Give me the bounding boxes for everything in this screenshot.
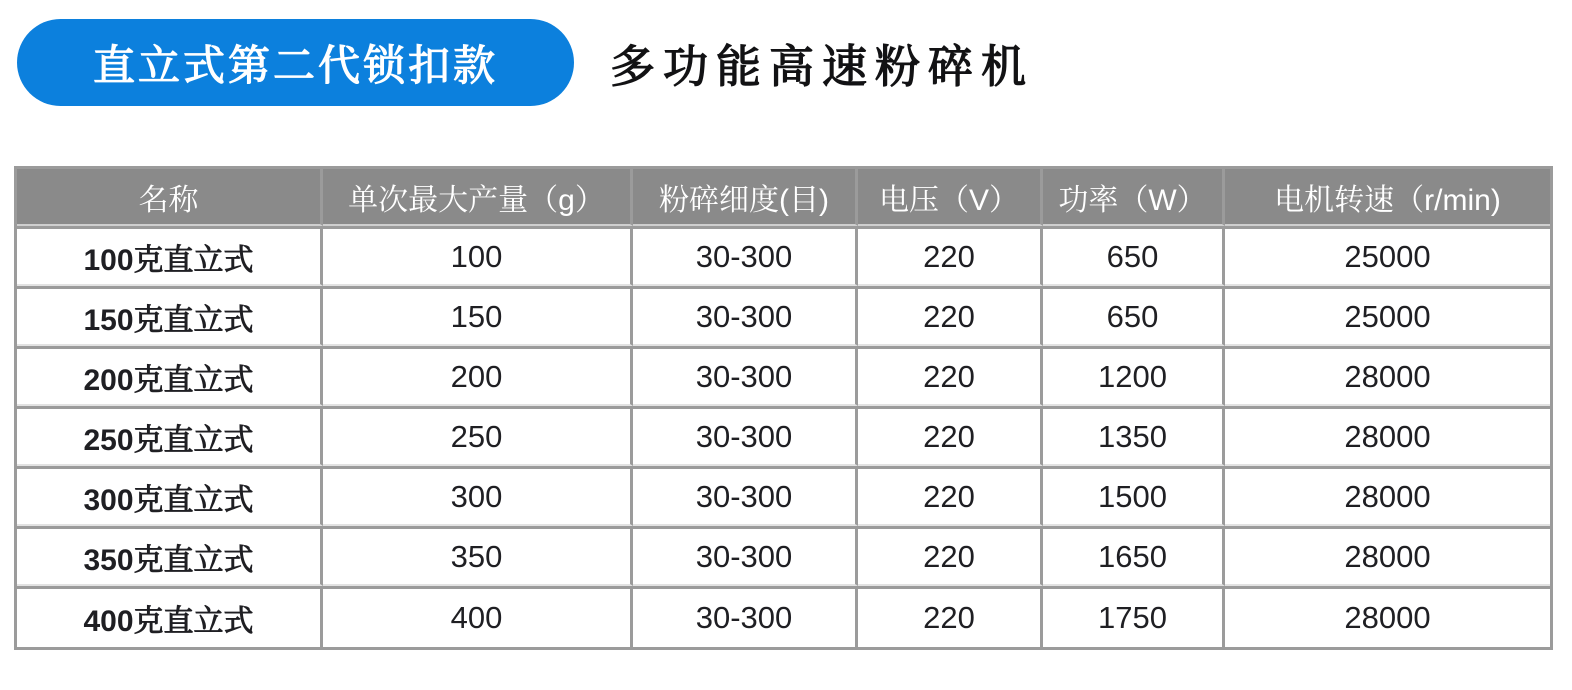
spec-value-cell: 30-300 (633, 346, 858, 406)
spec-value-cell: 400 (323, 586, 633, 647)
spec-value-cell: 650 (1043, 286, 1225, 346)
model-name-cell: 250克直立式 (17, 406, 323, 466)
column-header: 电机转速（r/min) (1225, 169, 1550, 226)
spec-value-cell: 1650 (1043, 526, 1225, 586)
spec-value-cell: 150 (323, 286, 633, 346)
spec-value-cell: 220 (858, 406, 1043, 466)
spec-value-cell: 650 (1043, 226, 1225, 286)
model-name-cell: 200克直立式 (17, 346, 323, 406)
model-name-cell: 100克直立式 (17, 226, 323, 286)
spec-value-cell: 1500 (1043, 466, 1225, 526)
spec-table-header-row (17, 169, 1550, 226)
spec-value-cell: 1350 (1043, 406, 1225, 466)
model-name-cell: 300克直立式 (17, 466, 323, 526)
model-name-cell: 400克直立式 (17, 586, 323, 647)
spec-value-cell: 1750 (1043, 586, 1225, 647)
model-name-cell: 350克直立式 (17, 526, 323, 586)
spec-value-cell: 28000 (1225, 406, 1550, 466)
table-row (17, 466, 1550, 526)
spec-value-cell: 300 (323, 466, 633, 526)
column-header: 电压（V） (858, 169, 1043, 226)
spec-table-body (17, 226, 1550, 647)
spec-value-cell: 30-300 (633, 286, 858, 346)
table-row (17, 526, 1550, 586)
spec-value-cell: 28000 (1225, 526, 1550, 586)
table-row (17, 286, 1550, 346)
spec-value-cell: 220 (858, 286, 1043, 346)
spec-value-cell: 28000 (1225, 586, 1550, 647)
spec-value-cell: 28000 (1225, 346, 1550, 406)
table-row (17, 406, 1550, 466)
spec-table (14, 166, 1553, 650)
column-header: 功率（W） (1043, 169, 1225, 226)
table-row (17, 226, 1550, 286)
table-row (17, 586, 1550, 647)
spec-value-cell: 220 (858, 466, 1043, 526)
spec-value-cell: 350 (323, 526, 633, 586)
spec-value-cell: 220 (858, 586, 1043, 647)
spec-value-cell: 30-300 (633, 226, 858, 286)
spec-value-cell: 30-300 (633, 466, 858, 526)
model-name-cell: 150克直立式 (17, 286, 323, 346)
spec-value-cell: 28000 (1225, 466, 1550, 526)
spec-value-cell: 250 (323, 406, 633, 466)
spec-value-cell: 25000 (1225, 286, 1550, 346)
spec-value-cell: 200 (323, 346, 633, 406)
spec-value-cell: 220 (858, 526, 1043, 586)
variant-badge: 直立式第二代锁扣款 (17, 19, 574, 106)
page-title: 多功能高速粉碎机 (610, 41, 1035, 92)
spec-value-cell: 100 (323, 226, 633, 286)
spec-value-cell: 1200 (1043, 346, 1225, 406)
column-header: 粉碎细度(目) (633, 169, 858, 226)
page-header (17, 19, 1552, 106)
column-header: 单次最大产量（g） (323, 169, 633, 226)
column-header: 名称 (17, 169, 323, 226)
spec-value-cell: 30-300 (633, 586, 858, 647)
spec-value-cell: 220 (858, 346, 1043, 406)
table-row (17, 346, 1550, 406)
spec-value-cell: 25000 (1225, 226, 1550, 286)
spec-value-cell: 30-300 (633, 406, 858, 466)
spec-value-cell: 220 (858, 226, 1043, 286)
spec-value-cell: 30-300 (633, 526, 858, 586)
